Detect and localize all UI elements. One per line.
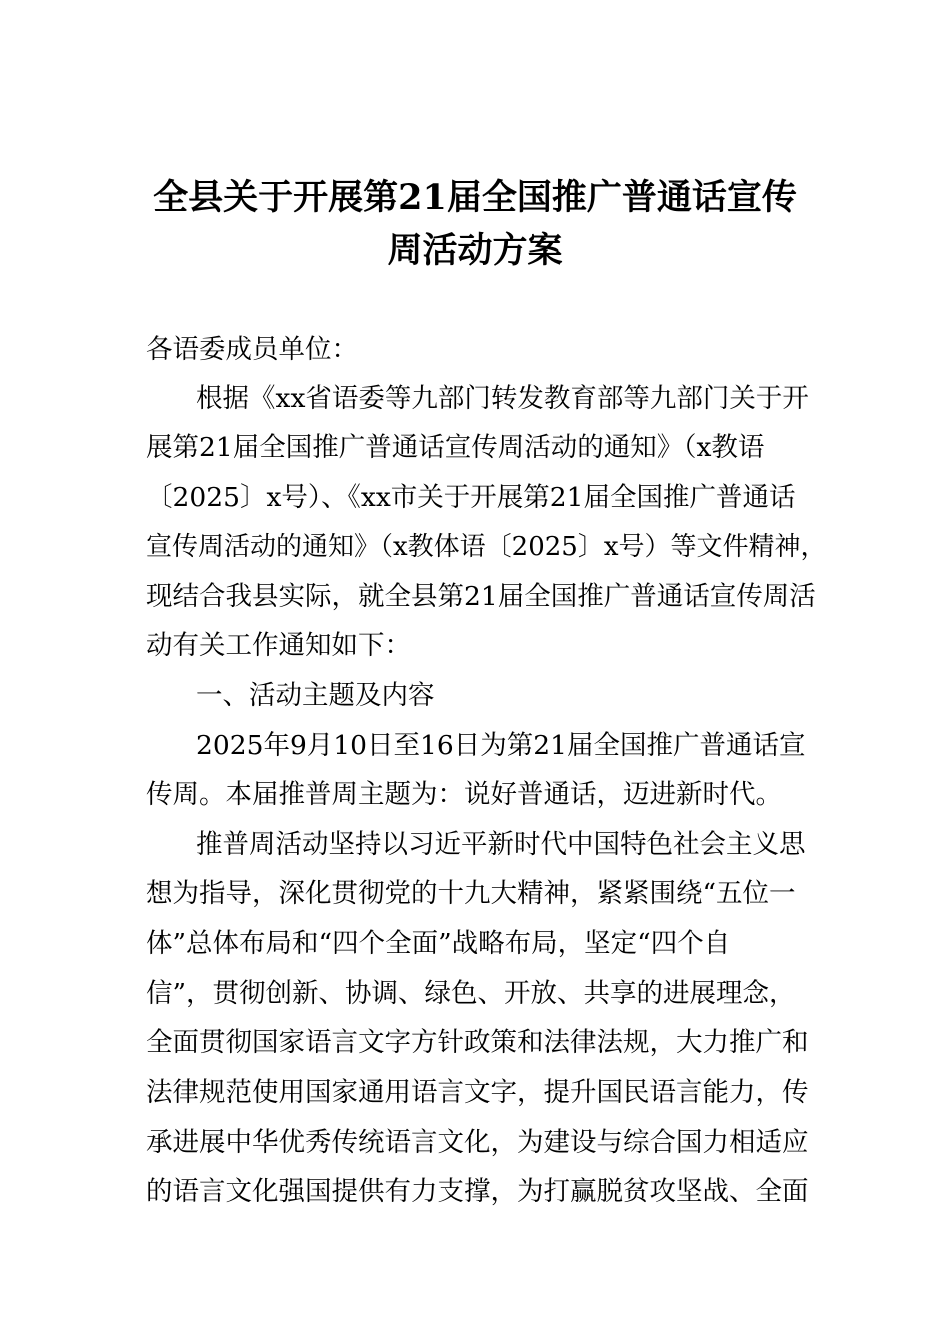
- paragraph-line: 宣传周活动的通知》（x教体语〔2025〕x号）等文件精神，: [146, 532, 827, 562]
- paragraph-line: 展第21届全国推广普通话宣传周活动的通知》（x教语: [146, 432, 765, 463]
- paragraph-line: 动有关工作通知如下：: [146, 630, 411, 661]
- paragraph-line: 承进展中华优秀传统语言文化，为建设与综合国力相适应: [146, 1127, 809, 1158]
- paragraph-line: 体”总体布局和“四个全面”战略布局，坚定“四个自: [146, 928, 731, 959]
- paragraph-line: 现结合我县实际，就全县第21届全国推广普通话宣传周活: [146, 581, 816, 612]
- salutation: 各语委成员单位：: [146, 334, 358, 365]
- paragraph-line: 〔2025〕x号）、《xx市关于开展第21届全国推广普通话: [146, 482, 796, 513]
- paragraph-line: 全面贯彻国家语言文字方针政策和法律法规，大力推广和: [146, 1027, 809, 1058]
- paragraph-line: 的语言文化强国提供有力支撑，为打赢脱贫攻坚战、全面: [146, 1176, 809, 1207]
- paragraph-line: 根据《xx省语委等九部门转发教育部等九部门关于开: [196, 383, 809, 414]
- paragraph-line: 推普周活动坚持以习近平新时代中国特色社会主义思: [196, 829, 806, 860]
- paragraph-line: 想为指导，深化贯彻党的十九大精神，紧紧围绕“五位一: [146, 878, 796, 909]
- section-heading: 一、活动主题及内容: [196, 680, 435, 711]
- paragraph-line: 法律规范使用国家通用语言文字，提升国民语言能力，传: [146, 1077, 809, 1108]
- document-title-line-2: 周活动方案: [387, 230, 563, 271]
- paragraph-line: 信”，贯彻创新、协调、绿色、开放、共享的进展理念，: [146, 978, 796, 1009]
- document-title-line-1: 全县关于开展第21届全国推广普通话宣传: [153, 177, 797, 218]
- paragraph-line: 传周。本届推普周主题为：说好普通话，迈进新时代。: [146, 779, 782, 810]
- paragraph-line: 2025年9月10日至16日为第21届全国推广普通话宣: [196, 730, 806, 761]
